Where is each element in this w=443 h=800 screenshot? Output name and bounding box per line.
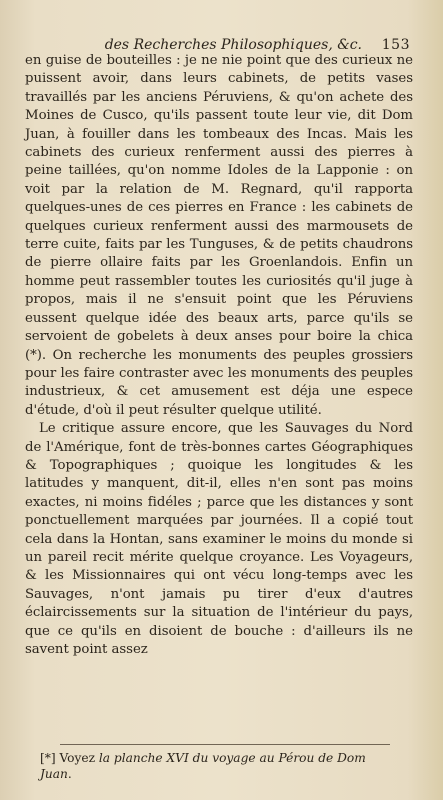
- page-number: 153: [381, 37, 410, 53]
- footnote-marker: [*] Voyez: [40, 751, 99, 765]
- main-text: [25, 52, 413, 659]
- paragraph-2: Le critique assure encore, que les Sauvages du Nord de l'Amérique, font de très-bonnes cartes Géographiques & Topographiques ; quoique les longitudes & les latitudes y manquent, dit-il, elles n'en sont pas moins exactes, ni moins fidéles ; parce que les distances y sont ponctuellement marquées par journées. Il a copié tout cela dans la Hontan, sans examiner le moins du monde si un pareil recit mérite quelque croyance. Les Voyageurs, & les Missionnaires qui ont vécu long-temps avec les Sauvages, n'ont jamais pu tirer d'eux d'autres éclaircissements sur la situation de l'intérieur du pays, que ce qu'ils en disoient de bouche : d'ailleurs ils ne savent point assez: [25, 421, 413, 657]
- running-title: des Recherches Philosophiques, &c.: [104, 37, 362, 53]
- footnote-reference: la planche XVI du voyage au Pérou de Dom Juan: [40, 751, 366, 781]
- footnote: [40, 750, 388, 782]
- paragraph-1: en guise de bouteilles : je ne nie point que des curieux ne puissent avoir, dans leurs cabinets, de petits vases travaillés par les anciens Péruviens, & qu'on achete des Moines de Cusco, qu'ils passent toute leur vie, dit Dom Juan, à fouiller dans les tombeaux des Incas. Mais les cabinets des curieux renferment aussi des pierres à peine taillées, qu'on nomme Idoles de la Lapponie : on voit par la relation de M. Regnard, qu'il rapporta quelques-unes de ces pierres en France : les cabinets de quelques curieux renferment aussi des marmousets de terre cuite, faits par les Tunguses, & de petits chaudrons de pierre ollaire faits par les Groenlandois. Enfin un homme peut rassembler toutes les curiosités qu'il juge à propos, mais il ne s'ensuit point que les Péruviens eussent quelque idée des beaux arts, parce qu'ils se servoient de gobelets à deux anses pour boire la chica (*). On recherche les monuments des peuples grossiers pour les faire contraster avec les monuments des peuples industrieux, & cet amusement est déja une espece d'étude, d'où il peut résulter quelque utilité.: [25, 53, 413, 418]
- footnote-end: .: [67, 767, 72, 781]
- footnote-divider: [60, 744, 390, 745]
